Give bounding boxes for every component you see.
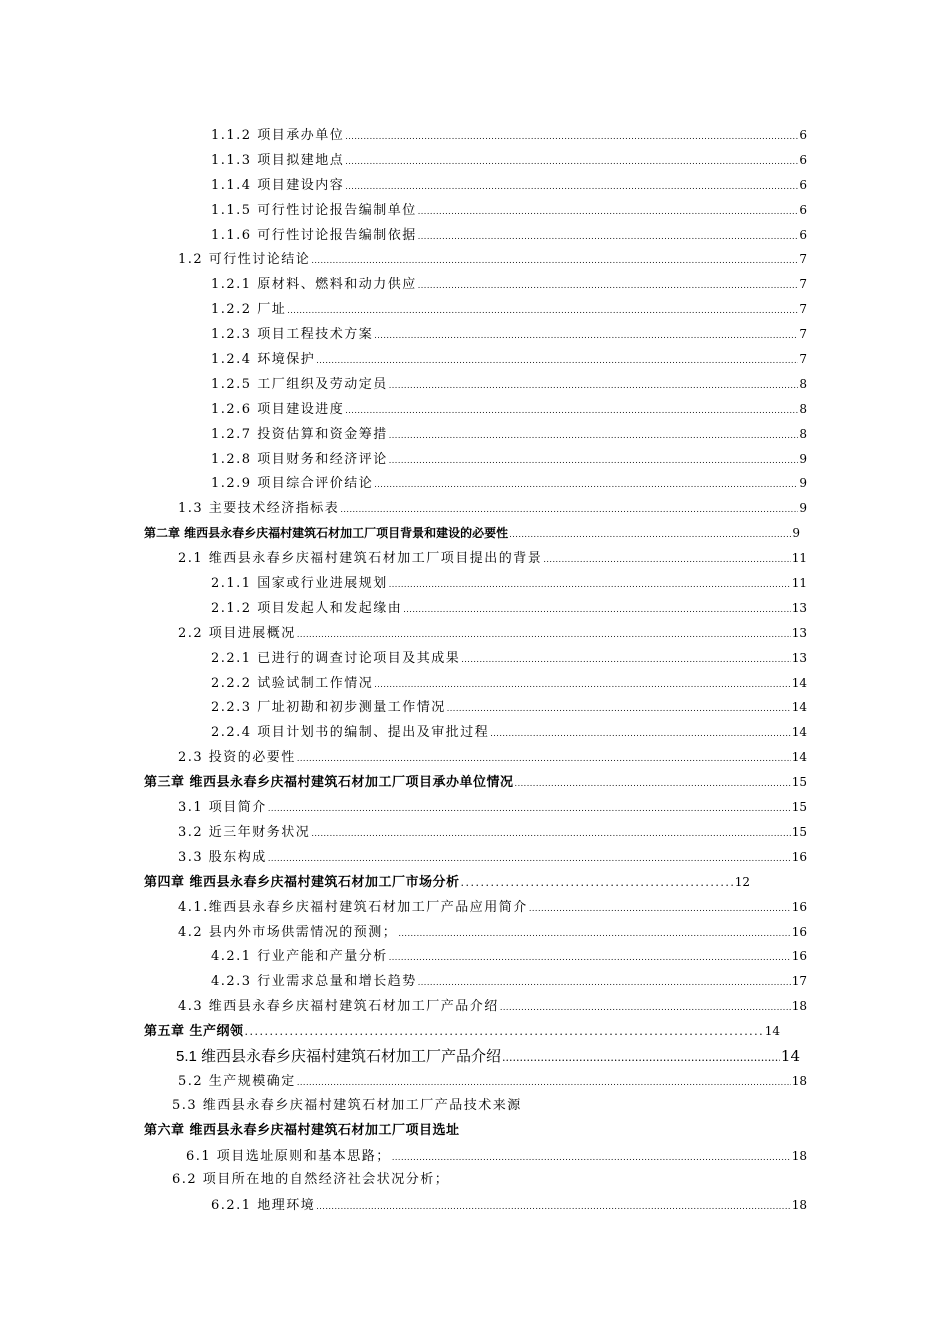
dot-leader [389,573,791,596]
toc-entry-title: 2.2 项目进展概况 [178,625,296,641]
toc-entry-title: 1.1.6 可行性讨论报告编制依据 [211,227,417,243]
toc-entry[interactable] [0,198,950,223]
toc-entry-page-number: 16 [791,949,807,964]
toc-entry-page-number: 15 [791,824,807,839]
toc-entry-title: 第三章 维西县永春乡庆福村建筑石材加工厂项目承办单位情况 [144,775,514,791]
dot-leader [500,996,791,1019]
dot-leader [345,175,798,198]
toc-entry-page-number: 14 [791,700,807,715]
toc-entry-page-number: 6 [799,177,807,192]
toc-entry-title: 第二章 维西县永春乡庆福村建筑石材加工厂项目背景和建设的必要性 [144,526,509,541]
toc-entry[interactable] [0,720,950,745]
dot-leader [268,797,791,820]
toc-entry-title: 4.2.3 行业需求总量和增长趋势 [211,974,417,990]
toc-entry-title: 2.2.1 已进行的调查讨论项目及其成果 [211,650,461,666]
toc-entry-title: 1.2.9 项目综合评价结论 [211,476,374,492]
toc-entry[interactable] [0,969,950,994]
toc-entry-title: 1.2.2 厂址 [211,302,287,318]
toc-entry[interactable] [0,397,950,422]
toc-entry-title: 1.1.4 项目建设内容 [211,177,345,193]
dot-leader [529,897,791,920]
toc-entry-page-number: 14 [780,1046,800,1065]
dot-leader [311,249,798,272]
dot-leader [515,772,791,795]
toc-entry-title: 1.2.4 环境保护 [211,352,316,368]
toc-entry[interactable] [0,1044,950,1069]
dot-leader [316,349,798,372]
dot-leader [490,722,791,745]
toc-entry[interactable] [0,322,950,347]
toc-entry-page-number: 18 [791,999,807,1014]
toc-entry-title: 第六章 维西县永春乡庆福村建筑石材加工厂项目选址 [144,1122,460,1138]
toc-entry[interactable] [0,347,950,372]
dot-leader [461,648,791,671]
dot-leader [447,697,791,720]
toc-entry[interactable] [0,895,950,920]
dot-leader [392,1146,791,1169]
toc-entry-title: 5.3 维西县永春乡庆福村建筑石材加工厂产品技术来源 [172,1097,522,1113]
dot-leader [389,374,799,397]
toc-entry[interactable] [0,372,950,397]
dot-leader [543,548,790,571]
toc-entry-title: 4.2.1 行业产能和产量分析 [211,949,388,965]
toc-entry-page-number: 8 [799,376,807,391]
toc-entry-title: 1.2.1 原材料、燃料和动力供应 [211,277,417,293]
dot-leader [509,523,791,546]
dot-leader [345,150,798,173]
toc-entry-page-number: 6 [799,128,807,142]
toc-entry-page-number: 14 [764,1024,780,1039]
toc-entry-title: 2.3 投资的必要性 [178,750,296,766]
toc-entry-page-number: 18 [791,1073,807,1088]
dot-leader [418,200,799,223]
toc-entry-title: 第五章 生产纲领 [144,1024,244,1040]
toc-entry-page-number: 7 [799,252,807,267]
toc-entry-title: 4.1.维西县永春乡庆福村建筑石材加工厂产品应用简介 [178,899,528,915]
dot-leader [311,822,790,845]
toc-entry-title: 4.3 维西县永春乡庆福村建筑石材加工厂产品介绍 [178,999,499,1015]
toc-entry[interactable] [0,1193,950,1218]
dot-leader [374,324,798,347]
toc-entry[interactable] [0,695,950,720]
toc-entry-title: 1.1.2 项目承办单位 [211,128,345,143]
toc-entry-page-number: 9 [799,476,807,491]
dot-leader [297,1071,791,1094]
toc-entry-title: 1.2.3 项目工程技术方案 [211,327,374,343]
toc-entry-title: 1.2.6 项目建设进度 [211,401,345,417]
toc-entry[interactable] [0,845,950,870]
toc-entry[interactable] [0,596,950,621]
toc-entry[interactable] [0,1069,950,1094]
toc-entry[interactable] [0,546,950,571]
toc-entry-page-number: 6 [799,152,807,167]
toc-entry[interactable] [0,1168,950,1193]
toc-entry-title: 5.2 生产规模确定 [178,1073,296,1089]
dot-leader [345,125,798,148]
toc-entry-page-number: 13 [791,600,807,615]
dot-leader [287,299,798,322]
toc-entry-title: 第四章 维西县永春乡庆福村建筑石材加工厂市场分析 [144,874,460,890]
toc-entry-page-number: 11 [791,576,807,591]
toc-entry[interactable] [0,223,950,248]
toc-entry-page-number: 9 [799,451,807,466]
toc-entry-page-number: 8 [799,426,807,441]
toc-entry[interactable] [0,820,950,845]
dot-leader [418,971,791,994]
toc-entry-title: 1.1.3 项目拟建地点 [211,152,345,168]
toc-entry-page-number: 7 [799,327,807,342]
dot-leader [297,747,791,770]
toc-entry-title: 1.1.5 可行性讨论报告编制单位 [211,202,417,218]
toc-entry-title: 6.2.1 地理环境 [211,1198,316,1214]
dot-leader [418,225,799,248]
toc-entry[interactable] [0,646,950,671]
toc-entry-page-number: 16 [791,899,807,914]
dot-leader [268,847,791,870]
toc-entry[interactable] [0,1119,950,1144]
toc-entry[interactable] [0,272,950,297]
toc-entry[interactable] [0,447,950,472]
toc-entry-page-number: 9 [792,526,800,541]
toc-entry-title: 1.2 可行性讨论结论 [178,252,311,268]
toc-entry[interactable] [0,571,950,596]
toc-entry-page-number: 13 [791,650,807,665]
dot-leader [316,1195,791,1218]
toc-entry-page-number: 18 [791,1148,807,1163]
dot-leader [297,623,791,646]
toc-entry[interactable] [0,173,950,198]
toc-entry-title: 2.2.2 试验试制工作情况 [211,675,374,691]
toc-entry-title: 1.3 主要技术经济指标表 [178,501,340,517]
toc-entry[interactable] [0,247,950,272]
toc-entry[interactable] [0,297,950,322]
toc-entry-page-number: 15 [791,800,807,815]
toc-entry-page-number: 17 [791,974,807,989]
toc-entry-title: 1.2.8 项目财务和经济评论 [211,451,388,467]
toc-entry-page-number: 16 [791,924,807,939]
toc-entry-page-number: 6 [799,202,807,217]
toc-entry-title: 3.3 股东构成 [178,849,267,865]
toc-entry[interactable] [0,123,950,148]
toc-entry-page-number: 18 [791,1198,807,1213]
toc-entry[interactable] [0,994,950,1019]
toc-entry[interactable] [0,471,950,496]
toc-entry-title: 3.1 项目简介 [178,800,267,816]
toc-entry-title: 2.1 维西县永春乡庆福村建筑石材加工厂项目提出的背景 [178,551,543,567]
toc-entry[interactable] [0,621,950,646]
toc-entry[interactable] [0,1144,950,1169]
toc-entry-title: 1.2.7 投资估算和资金筹措 [211,426,388,442]
toc-entry-page-number: 14 [791,725,807,740]
toc-entry[interactable] [0,671,950,696]
toc-entry-page-number: 9 [799,501,807,516]
toc-entry-page-number: 7 [799,352,807,367]
toc-entry[interactable] [0,521,950,546]
dot-leader [389,424,799,447]
toc-entry[interactable] [0,496,950,521]
dot-leader [340,498,798,521]
toc-entry-title: 2.2.4 项目计划书的编制、提出及审批过程 [211,725,490,741]
toc-entry[interactable] [0,1019,950,1044]
dot-leader [461,871,734,895]
dot-leader [245,1020,764,1044]
toc-entry-title: 5.1 维西县永春乡庆福村建筑石材加工厂产品介绍 [176,1047,502,1065]
dot-leader [502,1046,780,1069]
toc-entry-page-number: 15 [791,775,807,790]
toc-entry[interactable] [0,795,950,820]
toc-entry-title: 2.1.2 项目发起人和发起缘由 [211,600,403,616]
toc-entry-title: 2.2.3 厂址初勘和初步测量工作情况 [211,700,446,716]
toc-entry-page-number: 7 [799,302,807,317]
dot-leader [418,274,799,297]
table-of-contents [0,123,950,1218]
toc-entry[interactable] [0,770,950,795]
toc-entry-title: 6.1 项目选址原则和基本思路； [186,1148,391,1164]
toc-entry-page-number: 13 [791,625,807,640]
dot-leader [403,598,791,621]
toc-entry[interactable] [0,745,950,770]
toc-entry-page-number: 16 [791,849,807,864]
toc-entry-title: 4.2 县内外市场供需情况的预测； [178,924,398,940]
toc-entry[interactable] [0,148,950,173]
toc-entry-page-number: 11 [791,551,807,566]
toc-entry[interactable] [0,870,950,895]
toc-entry-title: 3.2 近三年财务状况 [178,824,311,840]
toc-entry[interactable] [0,422,950,447]
toc-entry-page-number: 14 [791,750,807,765]
toc-entry[interactable] [0,920,950,945]
toc-entry-page-number: 12 [734,874,750,889]
dot-leader [374,673,791,696]
toc-entry-title: 6.2 项目所在地的自然经济社会状况分析； [172,1172,450,1188]
dot-leader [389,449,799,472]
dot-leader [398,922,790,945]
toc-entry-page-number: 8 [799,401,807,416]
toc-entry[interactable] [0,944,950,969]
toc-entry[interactable] [0,1094,950,1119]
dot-leader [389,946,791,969]
toc-entry-page-number: 7 [799,277,807,292]
toc-entry-page-number: 14 [791,675,807,690]
toc-entry-title: 2.1.1 国家或行业进展规划 [211,576,388,592]
dot-leader [345,399,798,422]
toc-entry-page-number: 6 [799,227,807,242]
dot-leader [374,473,798,496]
toc-entry-title: 1.2.5 工厂组织及劳动定员 [211,376,388,392]
